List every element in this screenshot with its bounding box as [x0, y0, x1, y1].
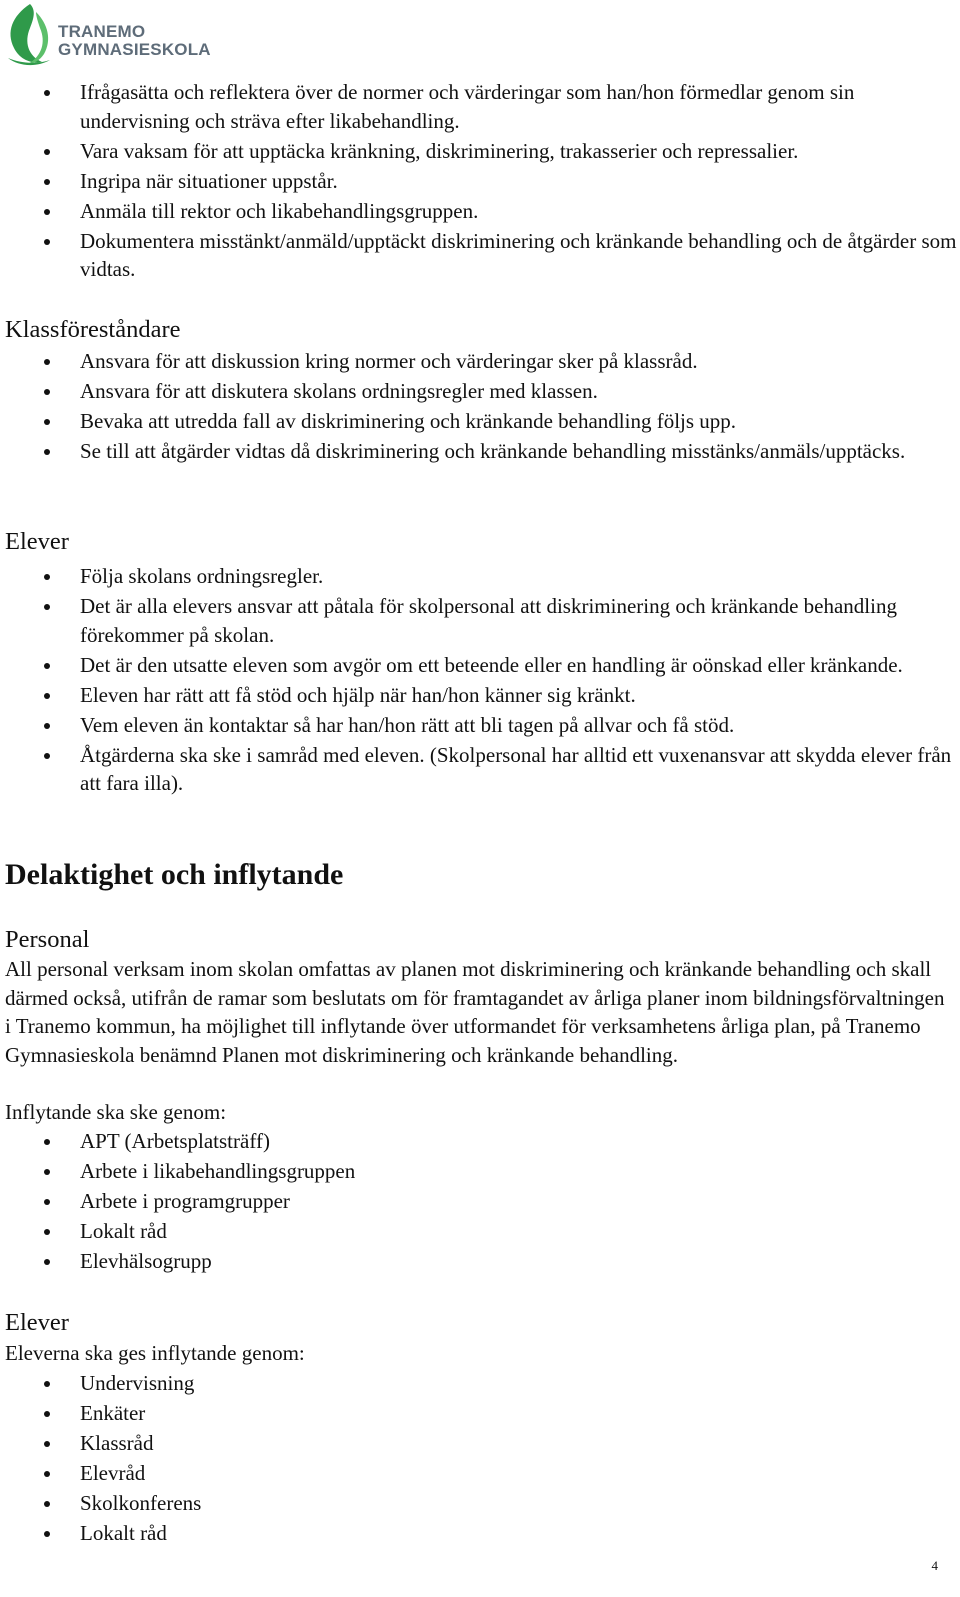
- elever-intro: Eleverna ska ges inflytande genom:: [5, 1341, 305, 1365]
- list-item: Enkäter: [0, 1399, 960, 1428]
- responsibility-list: [0, 78, 960, 285]
- personal-influence-list: [0, 1127, 960, 1277]
- list-item: Se till att åtgärder vidtas då diskriminering och kränkande behandling misstänks/anmäls/upptäcks.: [0, 437, 960, 466]
- heading-klassforestandare: Klassföreståndare: [5, 316, 181, 343]
- heading-elever: Elever: [5, 528, 69, 555]
- list-item: Undervisning: [0, 1369, 960, 1398]
- list-item: Det är alla elevers ansvar att påtala för skolpersonal att diskriminering och kränkande behandling förekommer på skolan.: [0, 592, 960, 649]
- klass-list: [0, 347, 960, 467]
- elever-influence-list: [0, 1369, 960, 1549]
- list-item: Skolkonferens: [0, 1489, 960, 1518]
- list-item: Ingripa när situationer uppstår.: [0, 167, 960, 196]
- list-item: Klassråd: [0, 1429, 960, 1458]
- list-item: Arbete i programgrupper: [0, 1187, 960, 1216]
- list-item: APT (Arbetsplatsträff): [0, 1127, 960, 1156]
- leaf-flame-icon: [2, 2, 58, 68]
- logo-name-line2: GYMNASIESKOLA: [58, 40, 211, 59]
- list-item: Vara vaksam för att upptäcka kränkning, diskriminering, trakasserier och repressalier.: [0, 137, 960, 166]
- list-item: Ifrågasätta och reflektera över de normer och värderingar som han/hon förmedlar genom sin undervisning och sträva efter likabehandling.: [0, 78, 960, 135]
- heading-personal: Personal: [5, 926, 90, 953]
- list-item: Eleven har rätt att få stöd och hjälp när han/hon känner sig kränkt.: [0, 681, 960, 710]
- list-item: Elevråd: [0, 1459, 960, 1488]
- elever-list: [0, 562, 960, 799]
- personal-intro: Inflytande ska ske genom:: [5, 1100, 227, 1124]
- list-item: Arbete i likabehandlingsgruppen: [0, 1157, 960, 1186]
- list-item: Ansvara för att diskutera skolans ordningsregler med klassen.: [0, 377, 960, 406]
- page-number: 4: [931, 1558, 938, 1573]
- list-item: Lokalt råd: [0, 1217, 960, 1246]
- list-item: Anmäla till rektor och likabehandlingsgruppen.: [0, 197, 960, 226]
- list-item: Dokumentera misstänkt/anmäld/upptäckt diskriminering och kränkande behandling och de åtgärder som vidtas.: [0, 227, 960, 284]
- list-item: Åtgärderna ska ske i samråd med eleven. (Skolpersonal har alltid ett vuxenansvar att skydda elever från att fara illa).: [0, 741, 960, 798]
- list-item: Ansvara för att diskussion kring normer och värderingar sker på klassråd.: [0, 347, 960, 376]
- list-item: Bevaka att utredda fall av diskriminering och kränkande behandling följs upp.: [0, 407, 960, 436]
- school-logo: [2, 2, 211, 68]
- list-item: Lokalt råd: [0, 1519, 960, 1548]
- list-item: Det är den utsatte eleven som avgör om ett beteende eller en handling är oönskad eller kränkande.: [0, 651, 960, 680]
- heading-delaktighet: Delaktighet och inflytande: [5, 858, 344, 891]
- logo-name-line1: TRANEMO: [58, 22, 146, 41]
- personal-paragraph: All personal verksam inom skolan omfattas av planen mot diskriminering och kränkande behandling och skall därmed också, utifrån de ramar som beslutats om för framtagandet av årliga planer inom bildningsförvaltningen i Tranemo kommun, ha möjlighet till inflytande över utformandet för verksamhetens årliga plan, på Tranemo Gymnasieskola benämnd Planen mot diskriminering och kränkande behandling.: [5, 957, 945, 1067]
- list-item: Vem eleven än kontaktar så har han/hon rätt att bli tagen på allvar och få stöd.: [0, 711, 960, 740]
- heading-elever-inflytande: Elever: [5, 1309, 69, 1336]
- list-item: Elevhälsogrupp: [0, 1247, 960, 1276]
- list-item: Följa skolans ordningsregler.: [0, 562, 960, 591]
